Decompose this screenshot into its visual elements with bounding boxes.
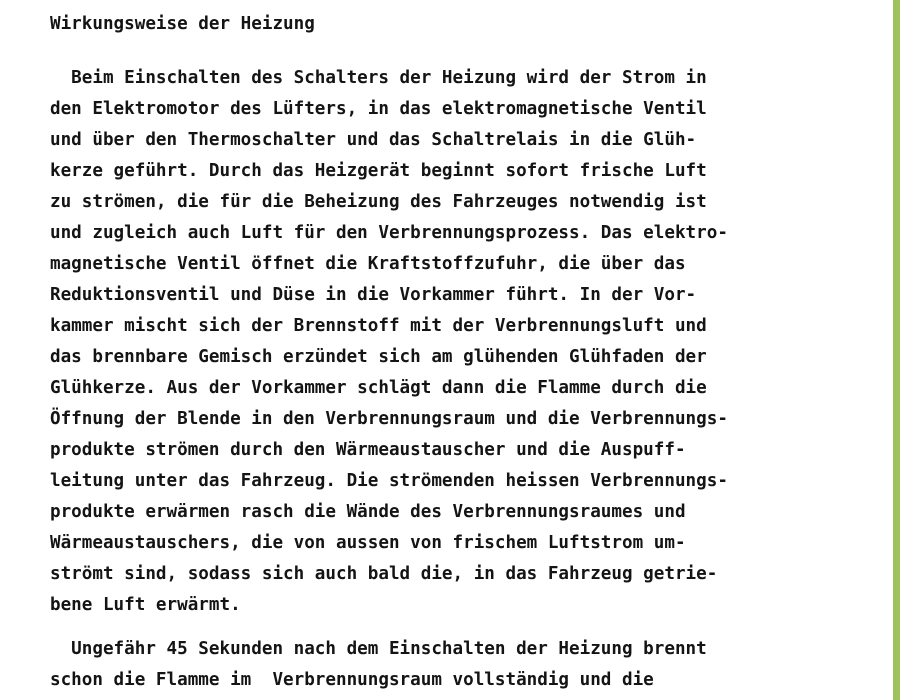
paragraph-line: schon die Flamme im Verbrennungsraum vollständig und die	[50, 670, 654, 690]
paragraph-line: strömt sind, sodass sich auch bald die, in das Fahrzeug getrie-	[50, 564, 718, 584]
paragraph-1	[50, 63, 728, 621]
paragraph-line: produkte strömen durch den Wärmeaustauscher und die Auspuff-	[50, 440, 686, 460]
paragraph-line: bene Luft erwärmt.	[50, 595, 241, 615]
paragraph-line: leitung unter das Fahrzeug. Die strömenden heissen Verbrennungs-	[50, 471, 728, 491]
paragraph-line: das brennbare Gemisch erzündet sich am glühenden Glühfaden der	[50, 347, 707, 367]
paragraph-line: Ungefähr 45 Sekunden nach dem Einschalten der Heizung brennt	[50, 639, 707, 659]
document-heading: Wirkungsweise der Heizung	[50, 14, 315, 34]
paragraph-line: und zugleich auch Luft für den Verbrennungsprozess. Das elektro-	[50, 223, 728, 243]
paragraph-line: Reduktionsventil und Düse in die Vorkammer führt. In der Vor-	[50, 285, 697, 305]
page-edge-border	[893, 0, 900, 700]
paragraph-line: kerze geführt. Durch das Heizgerät beginnt sofort frische Luft	[50, 161, 707, 181]
paragraph-line: zu strömen, die für die Beheizung des Fahrzeuges notwendig ist	[50, 192, 707, 212]
paragraph-line: magnetische Ventil öffnet die Kraftstoffzufuhr, die über das	[50, 254, 686, 274]
paragraph-line: Öffnung der Blende in den Verbrennungsraum und die Verbrennungs-	[50, 409, 728, 429]
paragraph-2	[50, 634, 707, 696]
paragraph-line: kammer mischt sich der Brennstoff mit der Verbrennungsluft und	[50, 316, 707, 336]
paragraph-line: Beim Einschalten des Schalters der Heizung wird der Strom in	[50, 68, 707, 88]
paragraph-line: Glühkerze. Aus der Vorkammer schlägt dann die Flamme durch die	[50, 378, 707, 398]
paragraph-line: Wärmeaustauschers, die von aussen von frischem Luftstrom um-	[50, 533, 686, 553]
paragraph-line: den Elektromotor des Lüfters, in das elektromagnetische Ventil	[50, 99, 707, 119]
paragraph-line: und über den Thermoschalter und das Schaltrelais in die Glüh-	[50, 130, 697, 150]
paragraph-line: produkte erwärmen rasch die Wände des Verbrennungsraumes und	[50, 502, 686, 522]
